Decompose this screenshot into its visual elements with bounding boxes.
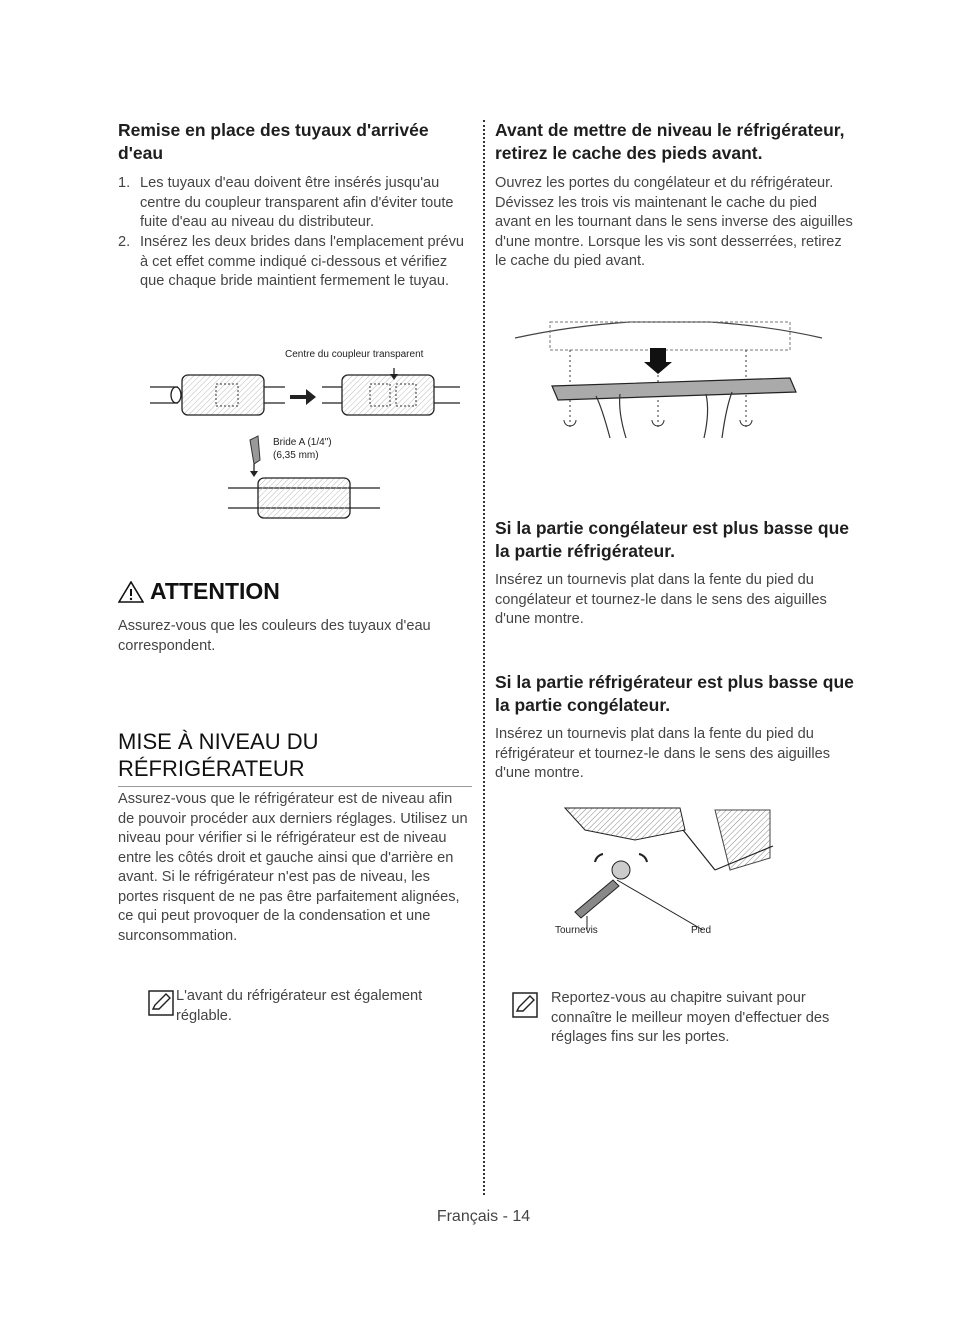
freezer-lower-text: Insérez un tournevis plat dans la fente du pied du congélateur et tournez-le dans le sens des aiguilles d'une montre. [495,572,827,627]
foot-cover-illustration [510,308,830,443]
list-item [118,233,468,313]
note-text-left: L'avant du réfrigérateur est également réglable. [176,988,423,1024]
foot-adjust-illustration [555,800,785,930]
figure-label-bride-mm: (6,35 mm) [273,450,319,461]
attention-title: ATTENTION [150,578,280,604]
note-icon [146,988,176,1018]
page-footer: Français - 14 [436,1208,531,1225]
section-title-freezer-lower: Si la partie congélateur est plus basse que la partie réfrigérateur. [495,518,850,561]
label-tournevis: Tournevis [555,925,598,936]
coupler-illustration [150,340,470,530]
section-title-fridge-lower: Si la partie réfrigérateur est plus basse que la partie congélateur. [495,672,854,715]
leveling-title-line2: RÉFRIGÉRATEUR [118,756,305,781]
leveling-title-line1: MISE À NIVEAU DU [118,729,319,754]
list-text: Insérez les deux brides dans l'emplacement prévu à cet effet comme indiqué ci-dessous et vérifiez que chaque bride maintient fermement le tuyau. [140,234,465,289]
figure-label-centre: Centre du coupleur transparent [285,349,424,360]
leveling-section-title [118,728,472,787]
list-number: 1. [118,175,131,191]
list-number: 2. [118,234,131,250]
list-item [118,174,468,234]
column-divider [483,120,485,1195]
label-pied: Pied [691,925,712,936]
section-title-remove-cover: Avant de mettre de niveau le réfrigérateur, retirez le cache des pieds avant. [495,120,845,163]
figure-label-bride: Bride A (1/4") [273,437,332,448]
fridge-lower-text: Insérez un tournevis plat dans la fente du pied du réfrigérateur et tournez-le dans le sens des aiguilles d'une montre. [495,726,831,781]
section-title-water-pipes: Remise en place des tuyaux d'arrivée d'eau [118,120,429,163]
attention-heading [118,578,280,605]
warning-triangle-icon [118,581,144,603]
note-icon [510,990,540,1020]
note-text-right: Reportez-vous au chapitre suivant pour connaître le meilleur moyen d'effectuer des réglages fins sur les portes. [551,990,830,1045]
attention-text: Assurez-vous que les couleurs des tuyaux d'eau correspondent. [118,618,431,654]
leveling-text: Assurez-vous que le réfrigérateur est de niveau afin de pouvoir procéder aux derniers réglages. Utilisez un niveau pour vérifier si le réfrigérateur est de niveau entre les côtés droit et gauche ainsi que d'arrière en avant. Si le réfrigérateur n'est pas de niveau, les portes risquent de ne pas être parfaitement alignées, ce qui peut provoquer de la condensation et une surconsommation. [118,791,468,944]
list-text: Les tuyaux d'eau doivent être insérés jusqu'au centre du coupleur transparent afin d'éviter toute fuite d'eau au niveau du distributeur. [140,175,454,230]
remove-cover-text: Ouvrez les portes du congélateur et du réfrigérateur. Dévissez les trois vis maintenant le cache du pied avant en les tournant dans le sens inverse des aiguilles d'une montre. Lorsque les vis sont desserrées, retirez le cache du pied avant. [495,175,853,269]
